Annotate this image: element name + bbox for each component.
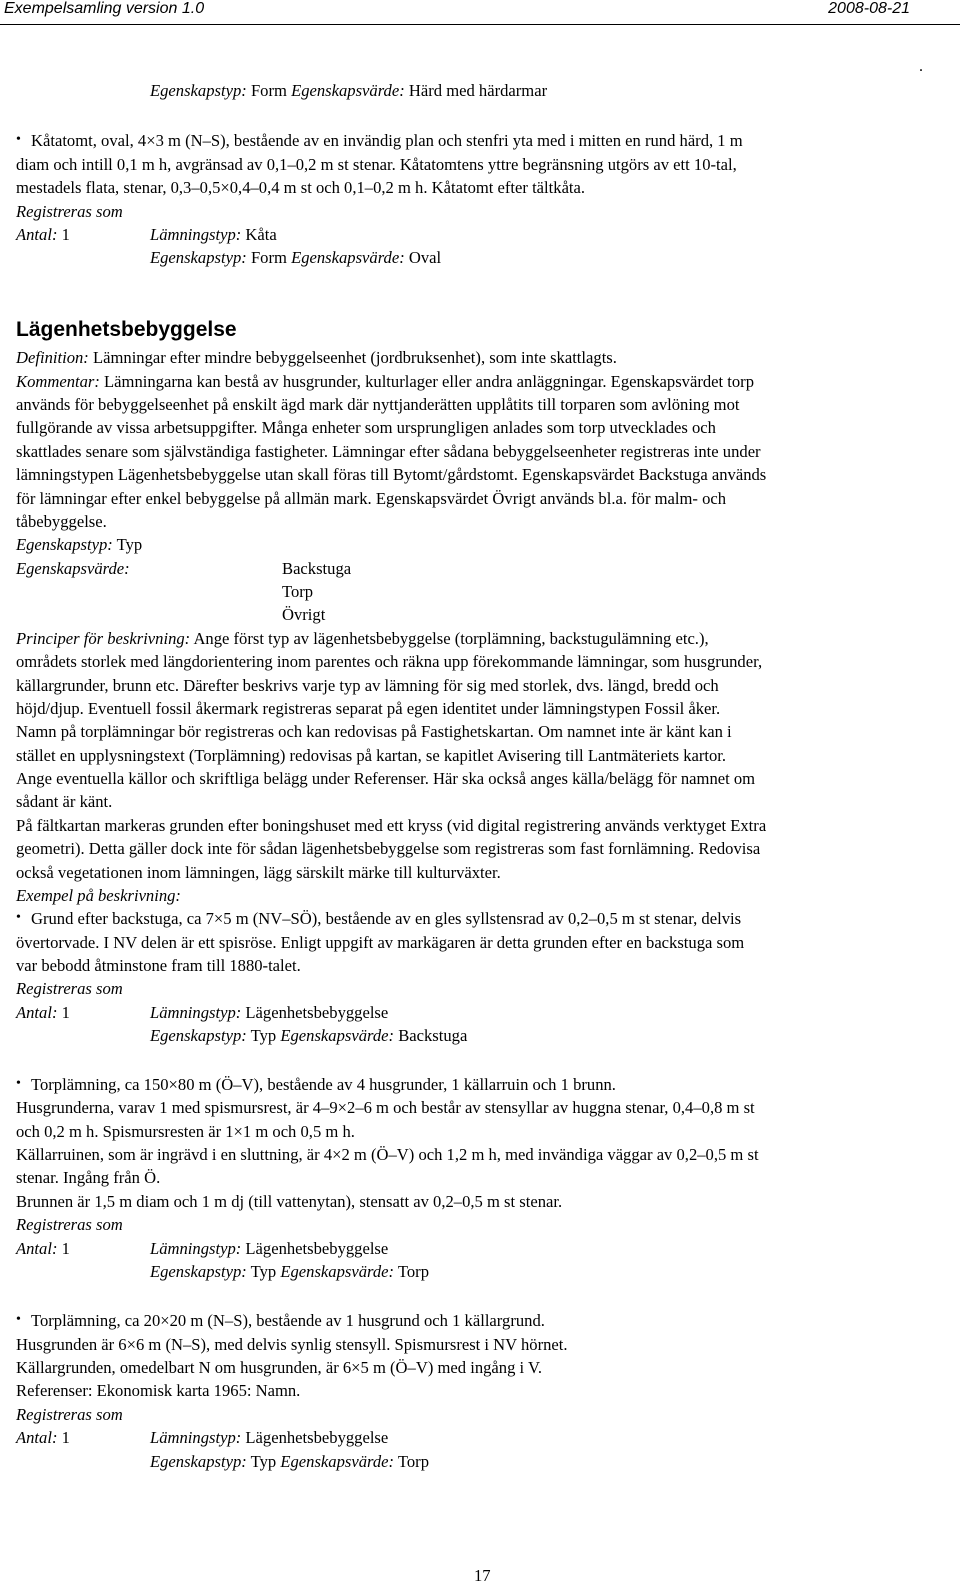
val-label: Egenskapsvärde: [280,1452,395,1471]
antal-line [16,225,70,245]
ex1-line: var bebodd åtminstone fram till 1880-talet. [16,956,301,975]
typ-label: Lämningstyp: [150,1239,242,1258]
page-header [0,0,960,34]
komm-line: fullgörande av vissa arbetsuppgifter. Många enheter som ursprungligen anlades som torp utvecklades och [16,418,716,437]
komm-line: används för bebyggelseenhet på enskilt ägd mark där nyttjanderätten upplåtits till torparen som avlöning mot [16,395,740,414]
princ-line: På fältkartan markeras grunden efter boningshuset med ett kryss (vid digital registrering används verktyget Extra [16,816,767,835]
ex2-line: och 0,2 m h. Spismursresten är 1×1 m och 0,5 m h. [16,1122,355,1141]
komm-text: Lämningarna kan bestå av husgrunder, kulturlager eller andra anläggningar. Egenskapsvärdet torp [104,372,754,391]
prop-label: Egenskapstyp: [150,1452,247,1471]
ex2-line: Källarruinen, som är ingrävd i en sluttning, är 4×2 m (Ö–V) och 1,2 m h, med invändiga väggar av 0,2–0,5 m st [16,1145,759,1164]
header-date: 2008-08-21 [828,0,910,17]
ex2-line: Husgrunderna, varav 1 med spismursrest, är 4–9×2–6 m och består av stensyllar av huggna stenar, 0,4–0,8 m st [16,1098,755,1117]
princ-text: Ange först typ av lägenhetsbebyggelse (torplämning, backstugulämning etc.), [193,629,709,648]
value-item: Backstuga [282,559,352,578]
registreras-som: Registreras som [16,202,123,221]
antal-label: Antal: [16,1239,58,1258]
egenskapstyp-line [16,535,142,555]
princ-label: Principer för beskrivning: [16,629,191,648]
antal-line [16,1003,70,1023]
princ-line: också vegetationen inom lämningen, lägg särskilt märke till kulturväxter. [16,863,501,882]
ex2-line: Brunnen är 1,5 m diam och 1 m dj (till vattenytan), stensatt av 0,2–0,5 m st stenar. [16,1192,563,1211]
kata-line-1: Kåtatomt, oval, 4×3 m (N–S), bestående av en invändig plan och stenfri yta med i mitten en rund härd, 1 m [31,131,743,150]
princ-line: områdets storlek med längdorientering inom parentes och räkna upp förekommande lämningar, som husgrunder, [16,652,763,671]
header-title: Exempelsamling version 1.0 [4,0,205,17]
top-prop-line [150,81,547,101]
typ-label: Lämningstyp: [150,225,242,244]
registreras-som: Registreras som [16,979,123,998]
ex3-line: Referenser: Ekonomisk karta 1965: Namn. [16,1381,301,1400]
bullet: • [16,1312,21,1327]
typ-value: Kåta [245,225,277,244]
val-label: Egenskapsvärde: [291,248,405,267]
page-number: 17 [474,1566,491,1585]
princ-line: stället en upplysningstext (Torplämning) redovisas på kartan, se kapitlet Avisering till Lantmäteriets kartor. [16,746,727,765]
komm-line: lämningstypen Lägenhetsbebyggelse utan skall föras till Bytomt/gårdstomt. Egenskapsvärdet Backstuga används [16,465,767,484]
prop-label: Egenskapstyp: [150,1262,247,1281]
val-value: Oval [408,248,442,267]
typ-value: Lägenhetsbebyggelse [245,1003,389,1022]
egenskap-line [150,1452,429,1472]
egenskap-line [150,248,441,268]
prop-value: Form [250,81,287,100]
val-value: Härd med härdarmar [408,81,548,100]
princ-line: Namn på torplämningar bör registreras och kan redovisas på Fastighetskartan. Om namnet inte är känt kan i [16,722,732,741]
val-value: Torp [397,1262,430,1281]
princ-line: höjd/djup. Eventuell fossil åkermark registreras separat på egen identitet under lämningstypen Fossil åker. [16,699,721,718]
section-title: Lägenhetsbebyggelse [16,318,237,341]
val-label: Egenskapsvärde: [291,81,405,100]
ex3-line: Husgrunden är 6×6 m (N–S), med delvis synlig stensyll. Spismursrest i NV hörnet. [16,1335,568,1354]
antal-value: 1 [61,225,70,244]
komm-line: skattlades senare som självständiga fastigheter. Lämningar efter sådana bebyggelseenheter registreras inte under [16,442,761,461]
prop-value: Typ [250,1452,277,1471]
lamningstyp-line [150,1428,388,1448]
etyp-label: Egenskapstyp: [16,535,113,554]
antal-value: 1 [61,1239,70,1258]
antal-line [16,1428,70,1448]
egenskap-line [150,1262,429,1282]
ex3-line: Källargrunden, omedelbart N om husgrunden, är 6×5 m (Ö–V) med ingång i V. [16,1358,542,1377]
principer-line [16,629,709,649]
antal-label: Antal: [16,225,58,244]
stray-dot: . [919,58,923,75]
def-label: Definition: [16,348,89,367]
komm-line: för lämningar efter enkel bebyggelse på allmän mark. Egenskapsvärdet Övrigt används bl.a. för malm- och [16,489,727,508]
antal-line [16,1239,70,1259]
ex3-line: Torplämning, ca 20×20 m (N–S), bestående av 1 husgrund och 1 källargrund. [31,1311,545,1330]
kata-line-3: mestadels flata, stenar, 0,3–0,5×0,4–0,4 m st och 0,1–0,2 m h. Kåtatomt efter tältkåta. [16,178,586,197]
ex1-line: Grund efter backstuga, ca 7×5 m (NV–SÖ), bestående av en gles syllstensrad av 0,2–0,5 m st stenar, delvis [31,909,742,928]
definition-line [16,348,617,368]
ex2-line: stenar. Ingång från Ö. [16,1168,161,1187]
typ-label: Lämningstyp: [150,1003,242,1022]
val-label: Egenskapsvärde: [280,1262,395,1281]
princ-line: källargrunder, brunn etc. Därefter beskrivs varje typ av lämning för sig med storlek, dvs. längd, bredd och [16,676,719,695]
prop-value: Typ [250,1262,277,1281]
prop-label: Egenskapstyp: [150,1026,247,1045]
header-rule [0,24,960,25]
ex2-line: Torplämning, ca 150×80 m (Ö–V), bestående av 4 husgrunder, 1 källarruin och 1 brunn. [31,1075,616,1094]
etyp-value: Typ [116,535,143,554]
lamningstyp-line [150,225,277,245]
princ-line: sådant är känt. [16,792,113,811]
registreras-som: Registreras som [16,1215,123,1234]
antal-label: Antal: [16,1428,58,1447]
bullet: • [16,1076,21,1091]
bullet: • [16,910,21,925]
princ-line: geometri). Detta gäller dock inte för sådan lägenhetsbebyggelse som registreras som fast fornlämning. Redovisa [16,839,761,858]
ex1-line: övertorvade. I NV delen är ett spisröse. Enligt uppgift av markägaren är detta grunden efter en backstuga som [16,933,745,952]
prop-label: Egenskapstyp: [150,248,247,267]
prop-value: Typ [250,1026,277,1045]
antal-label: Antal: [16,1003,58,1022]
bullet: • [16,132,21,147]
komm-label: Kommentar: [16,372,100,391]
value-item: Torp [282,582,314,601]
val-label: Egenskapsvärde: [280,1026,395,1045]
registreras-som: Registreras som [16,1405,123,1424]
prop-value: Form [250,248,287,267]
typ-value: Lägenhetsbebyggelse [245,1239,389,1258]
egenskapsvarde-label: Egenskapsvärde: [16,559,130,578]
typ-value: Lägenhetsbebyggelse [245,1428,389,1447]
princ-line: Ange eventuella källor och skriftliga belägg under Referenser. Här ska också anges källa/belägg för namnet om [16,769,756,788]
exempel-label: Exempel på beskrivning: [16,886,181,905]
egenskap-line [150,1026,467,1046]
kata-line-2: diam och intill 0,1 m h, avgränsad av 0,1–0,2 m st stenar. Kåtatomtens yttre begränsning utgörs av ett 10-tal, [16,155,737,174]
kommentar-line [16,372,754,392]
typ-label: Lämningstyp: [150,1428,242,1447]
val-value: Torp [397,1452,430,1471]
val-value: Backstuga [398,1026,468,1045]
komm-line: tåbebyggelse. [16,512,107,531]
antal-value: 1 [61,1428,70,1447]
def-text: Lämningar efter mindre bebyggelseenhet (jordbruksenhet), som inte skattlagts. [92,348,617,367]
prop-label: Egenskapstyp: [150,81,247,100]
lamningstyp-line [150,1003,388,1023]
antal-value: 1 [61,1003,70,1022]
value-item: Övrigt [282,605,326,624]
lamningstyp-line [150,1239,388,1259]
